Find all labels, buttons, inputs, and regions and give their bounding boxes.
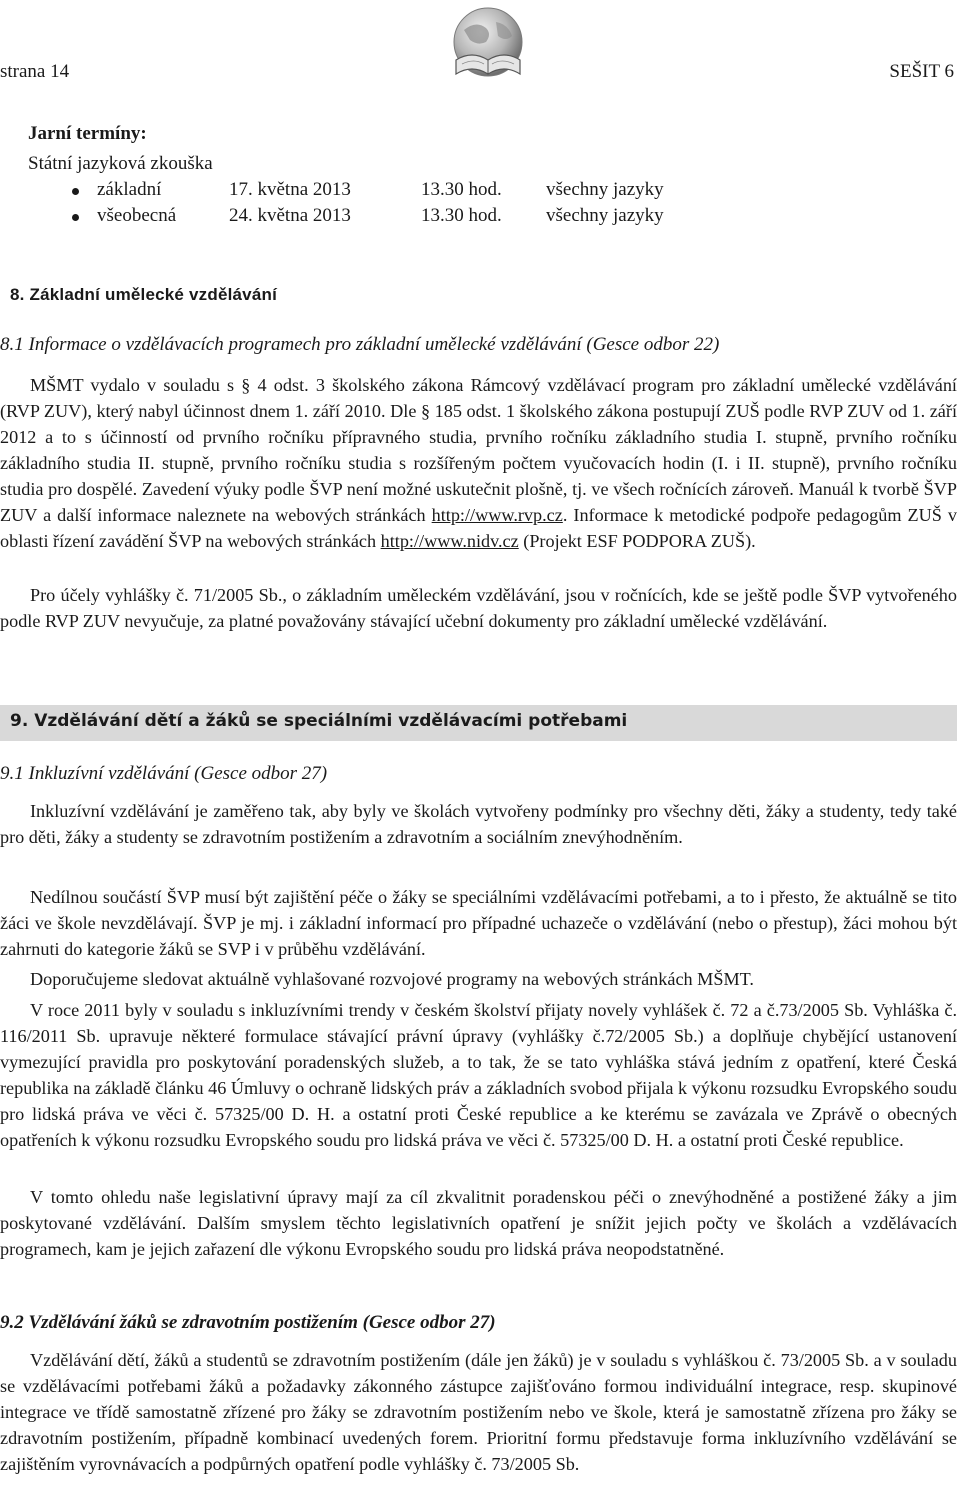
- section-9-1-heading: 9.1 Inkluzívní vzdělávání (Gesce odbor 27): [0, 763, 328, 784]
- section-9-2-paragraph: Vzdělávání dětí, žáků a studentů se zdravotním postižením (dále jen žáků) je v souladu s vyhláškou č. 73/2005 Sb. a v souladu se vzdělávacími potřebami žáků a požadavky zákonného zástupce zajišťováno formou individuální integrace, resp. skupinové integrace ve třídě samostatně zřízené pro žáky se zdravotním postižením nebo ve škole, která je samostatně zřízena pro žáky se zdravotním postižením, případně kombinací uvedených forem. Prioritní formu představuje forma inkluzívního vzdělávání se zajištěním vyrovnávacích a podpůrných opatření podle vyhlášky č. 73/2005 Sb.: [0, 1350, 957, 1474]
- section-9-paragraph-1: Inkluzívní vzdělávání je zaměřeno tak, aby byly ve školách vytvořeny podmínky pro všechny děti, žáky a studenty, tedy také pro děti, žáky a studenty se zdravotním postižením a zdravotním a sociálním znevýhodněním.: [0, 801, 957, 847]
- exam-time: 13.30 hod.: [421, 179, 502, 200]
- nidv-link[interactable]: http://www.nidv.cz: [380, 531, 519, 551]
- section-8-paragraph-1: MŠMT vydalo v souladu s § 4 odst. 3 školského zákona Rámcový vzdělávací program pro základní umělecké vzdělávání (RVP ZUV), který nabyl účinnost dnem 1. září 2010. Dle § 185 odst. 1 školského zákona postupují ZUŠ podle RVP ZUV od 1. září 2012 a to s účinností od prvního ročníku přípravného studia, prvního ročníku základního studia I. stupně, prvního ročníku základního studia II. stupně, prvního ročníku studia s rozšířeným počtem vyučovacích hodin (I. i II. stupně), prvního ročníku studia pro dospělé. Zavedení výuky podle ŠVP není možné uskutečnit plošně, tj. ve všech ročnících zároveň. Manuál k tvorbě ŠVP ZUV a další informace naleznete na webových stránkách http://www.rvp.cz. Informace k metodické podpoře pedagogům ZUŠ v oblasti řízení zavádění ŠVP na webových stránkách http://www.nidv.cz (Projekt ESF PODPORA ZUŠ).: [0, 375, 957, 551]
- section-9-heading: 9. Vzdělávání dětí a žáků se speciálními vzdělávacími potřebami: [10, 711, 628, 731]
- exam-date: 17. května 2013: [229, 179, 351, 200]
- section-9-paragraph-3: Doporučujeme sledovat aktuálně vyhlašované rozvojové programy na webových stránkách MŠMT.: [30, 969, 754, 989]
- section-8-paragraph-2: Pro účely vyhlášky č. 71/2005 Sb., o základním uměleckém vzdělávání, jsou v ročnících, kde se ještě podle ŠVP vytvořeného podle RVP ZUV nevyučuje, za platné považovány stávající učební dokumenty pro základní umělecké vzdělávání.: [0, 585, 957, 631]
- booklet-number: SEŠIT 6: [889, 61, 954, 82]
- section-8-1-heading: 8.1 Informace o vzdělávacích programech pro základní umělecké vzdělávání (Gesce odbor 22): [0, 334, 720, 355]
- spring-dates-title: Jarní termíny:: [28, 123, 147, 144]
- exam-level: základní: [97, 179, 162, 200]
- exam-level: všeobecná: [97, 205, 177, 226]
- bullet-icon: [72, 188, 79, 195]
- rvp-link[interactable]: http://www.rvp.cz: [431, 505, 563, 525]
- exam-languages: všechny jazyky: [546, 205, 664, 226]
- section-9-paragraph-5: V tomto ohledu naše legislativní úpravy mají za cíl zkvalitnit poradenskou péči o znevýhodněné a postižené žáky a jim poskytované vzdělávání. Dalším smyslem těchto legislativních opatření je snížit jejich počty ve školách a vzdělávacích programech, kam je jejich zařazení dle výkonu Evropského soudu pro lidská práva neopodstatněné.: [0, 1187, 957, 1259]
- page-number: strana 14: [0, 61, 70, 82]
- exam-time: 13.30 hod.: [421, 205, 502, 226]
- bullet-icon: [72, 214, 79, 221]
- globe-book-logo: [442, 2, 534, 90]
- section-9-paragraph-4: V roce 2011 byly v souladu s inkluzívními trendy v českém školství přijaty novely vyhlášek č. 72 a č.73/2005 Sb. Vyhláška č. 116/2011 Sb. upravuje některé formulace stávající právní úpravy (vyhlášky č.72/2005 Sb.) a doplňuje chybějící ustanovení vymezující pravidla pro poskytování poradenských služeb, a to tak, že se tato vyhláška stává jedním z opatření, které Česká republika na základě článku 46 Úmluvy o ochraně lidských práv a základních svobod přijala k výkonu rozsudku Evropského soudu pro lidská práva ve věci č. 57325/00 D. H. a ostatní proti České republice a ke kterému se zavázala ve Zprávě o obecných opatřeních k výkonu rozsudku Evropského soudu pro lidská práva ve věci č. 57325/00 D. H. a ostatní proti České republice.: [0, 1000, 957, 1150]
- spring-dates-subtitle: Státní jazyková zkouška: [28, 153, 213, 174]
- paragraph-sign: §: [241, 375, 251, 395]
- section-9-paragraph-2: Nedílnou součástí ŠVP musí být zajištění péče o žáky se speciálními vzdělávacími potřebami, a to i přesto, že aktuálně se tito žáci ve škole nevzdělávají. ŠVP je mj. i základní informací pro případné uchazeče o vzdělávání (nebo o přestup), žáci mohou být zahrnuti do kategorie žáků se SVP i v průběhu vzdělávání.: [0, 887, 957, 959]
- exam-date: 24. května 2013: [229, 205, 351, 226]
- paragraph-sign: §: [421, 401, 431, 421]
- section-9-2-heading: 9.2 Vzdělávání žáků se zdravotním postižením (Gesce odbor 27): [0, 1312, 496, 1333]
- exam-languages: všechny jazyky: [546, 179, 664, 200]
- section-8-heading: 8. Základní umělecké vzdělávání: [10, 285, 277, 304]
